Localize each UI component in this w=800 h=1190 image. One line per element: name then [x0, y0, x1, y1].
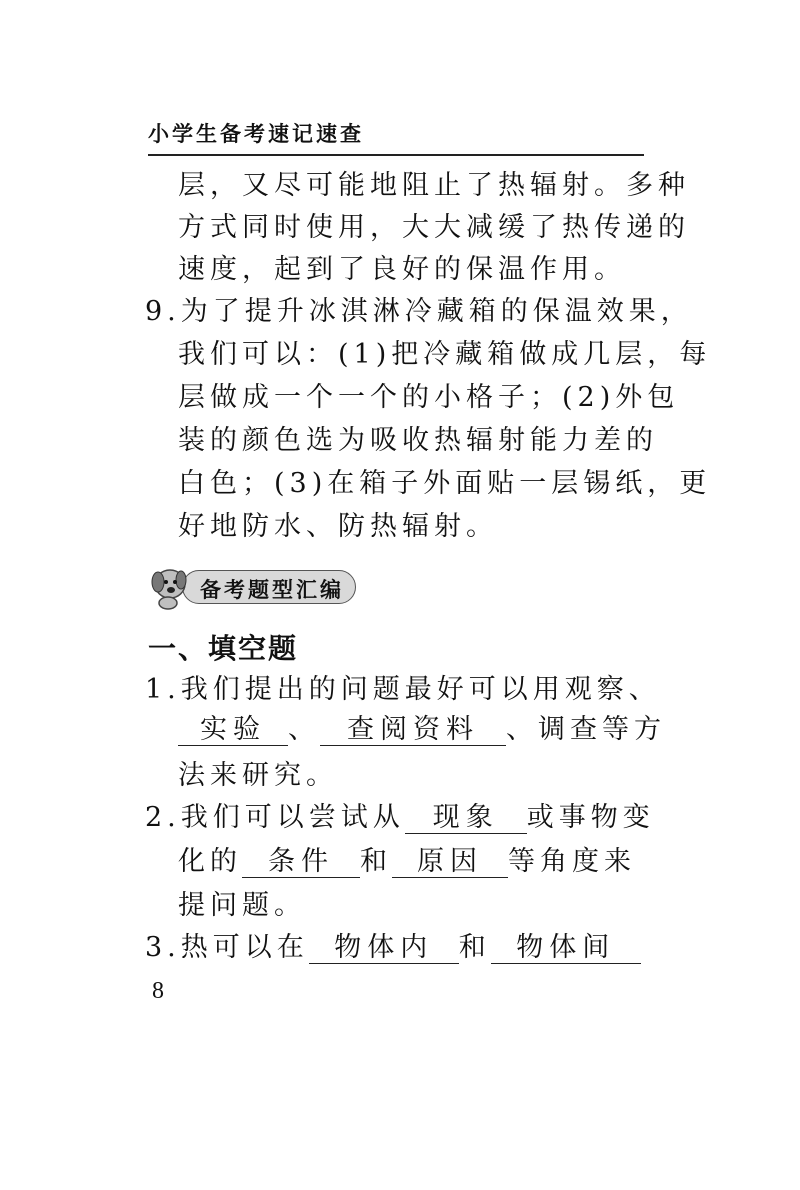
q2-prefix-2: 化的 — [178, 846, 242, 877]
continuation-line-3: 速度，起到了良好的保温作用。 — [178, 254, 626, 285]
q1-line-3: 法来研究。 — [178, 760, 338, 791]
q2-line-1 — [145, 804, 655, 834]
item9-line-1: 9.为了提升冰淇淋冷藏箱的保温效果， — [145, 296, 693, 327]
q2-answer-2: 条件 — [242, 848, 360, 878]
q2-mid: 和 — [360, 846, 392, 877]
q2-suffix-1: 或事物变 — [526, 802, 655, 833]
item9-line-4: 装的颜色选为吸收热辐射能力差的 — [178, 425, 658, 456]
q2-answer-3: 原因 — [392, 848, 508, 878]
q2-line-3: 提问题。 — [178, 890, 306, 921]
item9-line-2: 我们可以：(1)把冷藏箱做成几层，每 — [178, 339, 712, 370]
q3-mid: 和 — [458, 932, 491, 963]
q3-line-1 — [145, 934, 641, 964]
item9-line-5: 白色；(3)在箱子外面贴一层锡纸，更 — [178, 468, 712, 499]
q3-prefix: 3.热可以在 — [145, 932, 309, 963]
item9-line-6: 好地防水、防热辐射。 — [178, 511, 498, 542]
item9-line-3: 层做成一个一个的小格子；(2)外包 — [178, 382, 680, 413]
q2-prefix: 2.我们可以尝试从 — [145, 802, 405, 833]
q1-line-2 — [178, 716, 666, 746]
q1-sep-2: 、调查等方 — [506, 714, 666, 745]
q2-answer-1: 现象 — [405, 804, 527, 834]
q1-line-1: 1.我们提出的问题最好可以用观察、 — [145, 674, 661, 705]
running-header: 小学生备考速记速查 — [148, 118, 644, 156]
continuation-line-2: 方式同时使用，大大减缓了热传递的 — [178, 212, 690, 243]
q2-suffix-2: 等角度来 — [508, 846, 636, 877]
section-badge — [148, 562, 358, 610]
continuation-line-1: 层，又尽可能地阻止了热辐射。多种 — [178, 170, 690, 201]
q1-answer-2: 查阅资料 — [320, 716, 506, 746]
badge-label: 备考题型汇编 — [200, 578, 344, 602]
q2-line-2 — [178, 848, 636, 878]
q3-answer-2: 物体间 — [491, 934, 641, 964]
q3-answer-1: 物体内 — [309, 934, 459, 964]
section-title: 一、填空题 — [148, 632, 299, 665]
q1-answer-1: 实验 — [178, 716, 288, 746]
dog-icon — [148, 562, 208, 610]
page-number: 8 — [152, 978, 164, 1004]
q1-sep-1: 、 — [288, 714, 320, 745]
